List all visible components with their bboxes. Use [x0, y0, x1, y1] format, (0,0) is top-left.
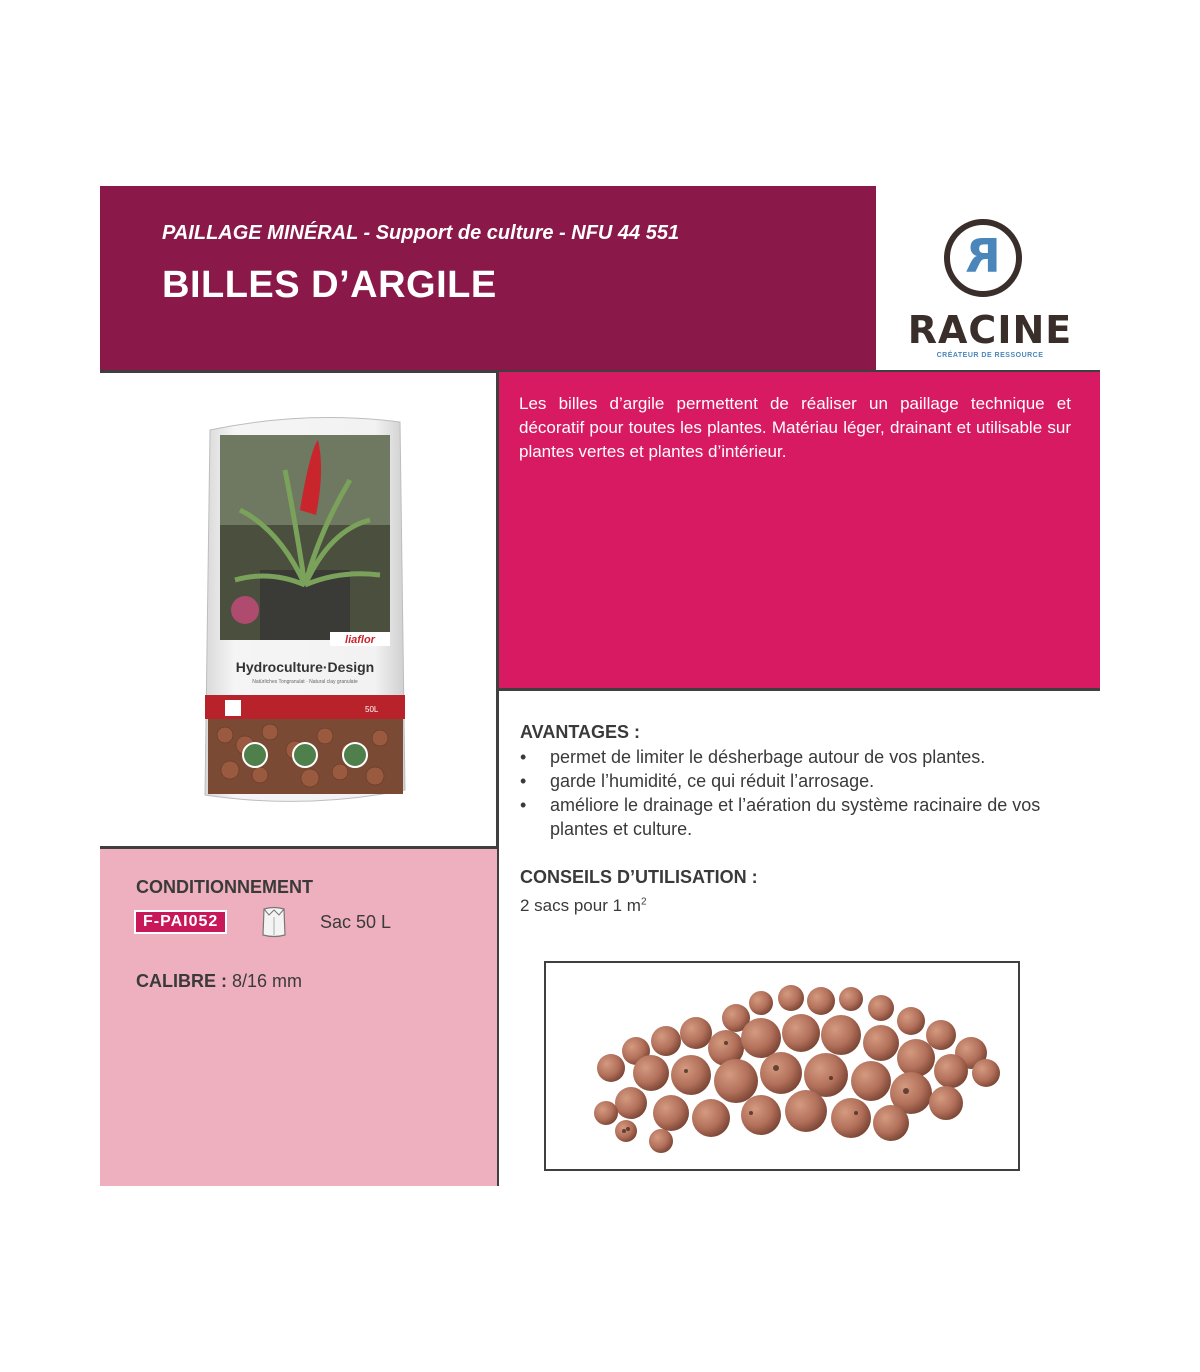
product-category: PAILLAGE MINÉRAL - Support de culture - NFU 44 551 [162, 222, 680, 244]
logo-tagline: CRÉATEUR DE RESSOURCE [936, 352, 1044, 359]
header-banner [100, 186, 876, 370]
bag-product-name: Hydroculture·Design [235, 659, 375, 675]
divider-line [100, 370, 500, 373]
bag-brand: liaflor [345, 634, 375, 646]
list-item: • garde l’humidité, ce qui réduit l’arrosage. [520, 769, 1080, 793]
logo-letter: R [965, 229, 1001, 283]
product-code-badge: F-PAI052 [136, 912, 225, 932]
product-bag-image [200, 410, 410, 810]
sack-icon [260, 905, 288, 939]
page-title: BILLES D’ARGILE [162, 264, 497, 306]
logo-name: RACINE [907, 308, 1073, 352]
product-description: Les billes d’argile permettent de réaliser un paillage technique et décoratif pour toutes les plantes. Matériau léger, drainant et utilisable sur plantes vertes et plantes d’intérieur. [519, 394, 1071, 461]
description-panel [499, 372, 1100, 688]
racine-logo [900, 216, 1080, 366]
list-item: • améliore le drainage et l’aération du système racinaire de vos plantes et culture. [520, 793, 1080, 841]
packaging-panel [100, 849, 497, 1186]
advantages-list [520, 745, 1080, 841]
sack-size: Sac 50 L [320, 912, 392, 932]
caliber [136, 971, 302, 992]
clay-pebbles-image [546, 963, 1018, 1169]
usage-advice-value: 2 sacs pour 1 m [520, 896, 641, 915]
divider-line [497, 688, 1100, 691]
bag-volume: 50L [365, 705, 379, 714]
unit-exponent: 2 [640, 896, 647, 908]
usage-advice-text [520, 896, 647, 916]
bag-product-sub: Natürliches Tongranulat · Natural clay granulate [252, 679, 358, 685]
packaging-title: CONDITIONNEMENT [136, 877, 313, 897]
caliber-label: CALIBRE : [136, 971, 227, 991]
list-item: • permet de limiter le désherbage autour de vos plantes. [520, 745, 1080, 769]
clay-pebbles-photo [544, 961, 1020, 1171]
usage-advice-title: CONSEILS D’UTILISATION : [520, 867, 758, 887]
advantages-title: AVANTAGES : [520, 722, 640, 742]
caliber-value: 8/16 mm [227, 971, 303, 991]
